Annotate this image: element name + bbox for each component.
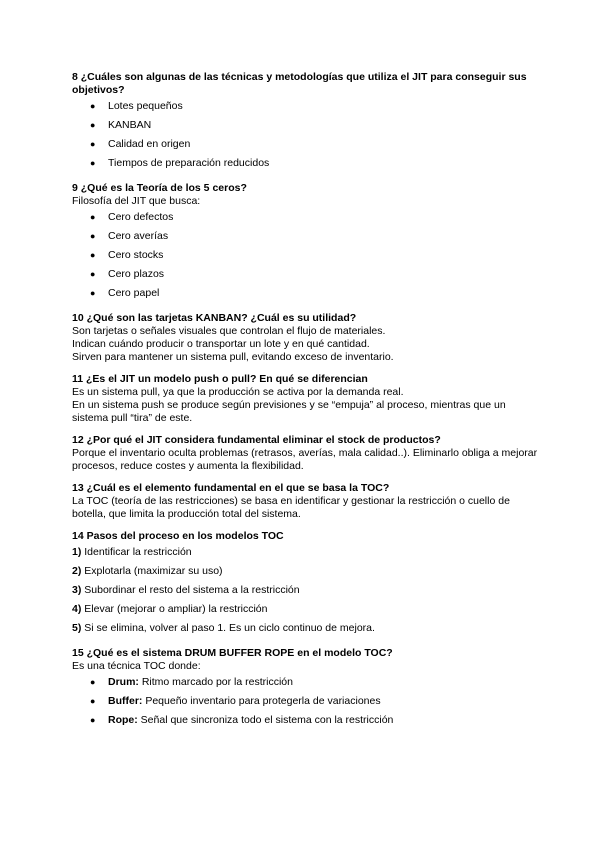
bullet-list: [72, 97, 542, 173]
bullet-icon: ●: [90, 250, 96, 260]
step-text: Elevar (mejorar o ampliar) la restricción: [84, 603, 268, 615]
bullet-icon: ●: [90, 677, 96, 687]
step-item: [72, 619, 542, 638]
list-item: [90, 265, 542, 284]
bullet-icon: ●: [90, 120, 96, 130]
list-item-text: Lotes pequeños: [108, 100, 183, 112]
list-item-text: Calidad en origen: [108, 138, 191, 150]
question-heading: 12 ¿Por qué el JIT considera fundamental eliminar el stock de productos?: [72, 434, 441, 446]
term: Rope:: [108, 714, 138, 726]
answer-line: Sirven para mantener un sistema pull, evitando exceso de inventario.: [72, 351, 394, 363]
section-q15: [72, 647, 542, 730]
step-item: [72, 600, 542, 619]
step-number: 3): [72, 584, 82, 596]
list-item: [90, 227, 542, 246]
list-item-text: Cero averías: [108, 230, 169, 242]
list-item-text: Cero papel: [108, 287, 160, 299]
section-q12: [72, 434, 542, 473]
bullet-list: [72, 673, 542, 730]
step-item: [72, 543, 542, 562]
list-item: [90, 673, 542, 692]
step-text: Explotarla (maximizar su uso): [84, 565, 223, 577]
answer-intro: Es una técnica TOC donde:: [72, 660, 201, 672]
list-item-text: Cero plazos: [108, 268, 165, 280]
list-item: [90, 135, 542, 154]
step-number: 5): [72, 622, 82, 634]
step-number: 1): [72, 546, 82, 558]
question-heading: 9 ¿Qué es la Teoría de los 5 ceros?: [72, 182, 247, 194]
bullet-icon: ●: [90, 231, 96, 241]
document-page: [72, 71, 542, 739]
answer-line: Es un sistema pull, ya que la producción se activa por la demanda real.: [72, 386, 404, 398]
answer-text: Porque el inventario oculta problemas (retrasos, averías, mala calidad..). Eliminarlo obliga a mejorar procesos, reduce costes y aumenta la flexibilidad.: [72, 447, 538, 472]
answer-line: En un sistema push se produce según previsiones y se “empuja” al proceso, mientras que un sistema pull “tira” de este.: [72, 399, 506, 424]
section-q9: [72, 182, 542, 303]
section-q8: [72, 71, 542, 173]
bullet-icon: ●: [90, 212, 96, 222]
question-heading: 10 ¿Qué son las tarjetas KANBAN? ¿Cuál es su utilidad?: [72, 312, 357, 324]
list-item-text: Cero defectos: [108, 211, 174, 223]
answer-line: Son tarjetas o señales visuales que controlan el flujo de materiales.: [72, 325, 386, 337]
answer-line: Indican cuándo producir o transportar un lote y en qué cantidad.: [72, 338, 370, 350]
list-item-text: Cero stocks: [108, 249, 164, 261]
bullet-list: [72, 208, 542, 303]
list-item: [90, 284, 542, 303]
list-item: [90, 692, 542, 711]
question-heading: 13 ¿Cuál es el elemento fundamental en el que se basa la TOC?: [72, 482, 390, 494]
step-number: 2): [72, 565, 82, 577]
bullet-icon: ●: [90, 101, 96, 111]
step-item: [72, 581, 542, 600]
section-q13: [72, 482, 542, 521]
term: Buffer:: [108, 695, 143, 707]
question-heading: 11 ¿Es el JIT un modelo push o pull? En qué se diferencian: [72, 373, 368, 385]
bullet-icon: ●: [90, 696, 96, 706]
section-q14: [72, 530, 542, 638]
bullet-icon: ●: [90, 269, 96, 279]
list-item: [90, 711, 542, 730]
list-item: [90, 246, 542, 265]
list-item: [90, 154, 542, 173]
bullet-icon: ●: [90, 139, 96, 149]
step-number: 4): [72, 603, 82, 615]
bullet-icon: ●: [90, 288, 96, 298]
list-item-text: KANBAN: [108, 119, 152, 131]
question-heading: 15 ¿Qué es el sistema DRUM BUFFER ROPE en el modelo TOC?: [72, 647, 393, 659]
term: Drum:: [108, 676, 139, 688]
step-item: [72, 562, 542, 581]
step-text: Identificar la restricción: [84, 546, 192, 558]
term-description: Pequeño inventario para protegerla de variaciones: [145, 695, 381, 707]
question-heading: 8 ¿Cuáles son algunas de las técnicas y metodologías que utiliza el JIT para conseguir sus objetivos?: [72, 71, 527, 96]
list-item: [90, 116, 542, 135]
answer-intro: Filosofía del JIT que busca:: [72, 195, 201, 207]
section-q10: [72, 312, 542, 364]
term-description: Ritmo marcado por la restricción: [141, 676, 293, 688]
section-q11: [72, 373, 542, 425]
list-item: [90, 208, 542, 227]
answer-text: La TOC (teoría de las restricciones) se basa en identificar y gestionar la restricción o cuello de botella, que limita la producción total del sistema.: [72, 495, 510, 520]
question-heading: 14 Pasos del proceso en los modelos TOC: [72, 530, 284, 542]
list-item: [90, 97, 542, 116]
bullet-icon: ●: [90, 158, 96, 168]
step-text: Subordinar el resto del sistema a la restricción: [84, 584, 300, 596]
list-item-text: Tiempos de preparación reducidos: [108, 157, 270, 169]
step-text: Si se elimina, volver al paso 1. Es un ciclo continuo de mejora.: [84, 622, 375, 634]
bullet-icon: ●: [90, 715, 96, 725]
term-description: Señal que sincroniza todo el sistema con la restricción: [140, 714, 394, 726]
